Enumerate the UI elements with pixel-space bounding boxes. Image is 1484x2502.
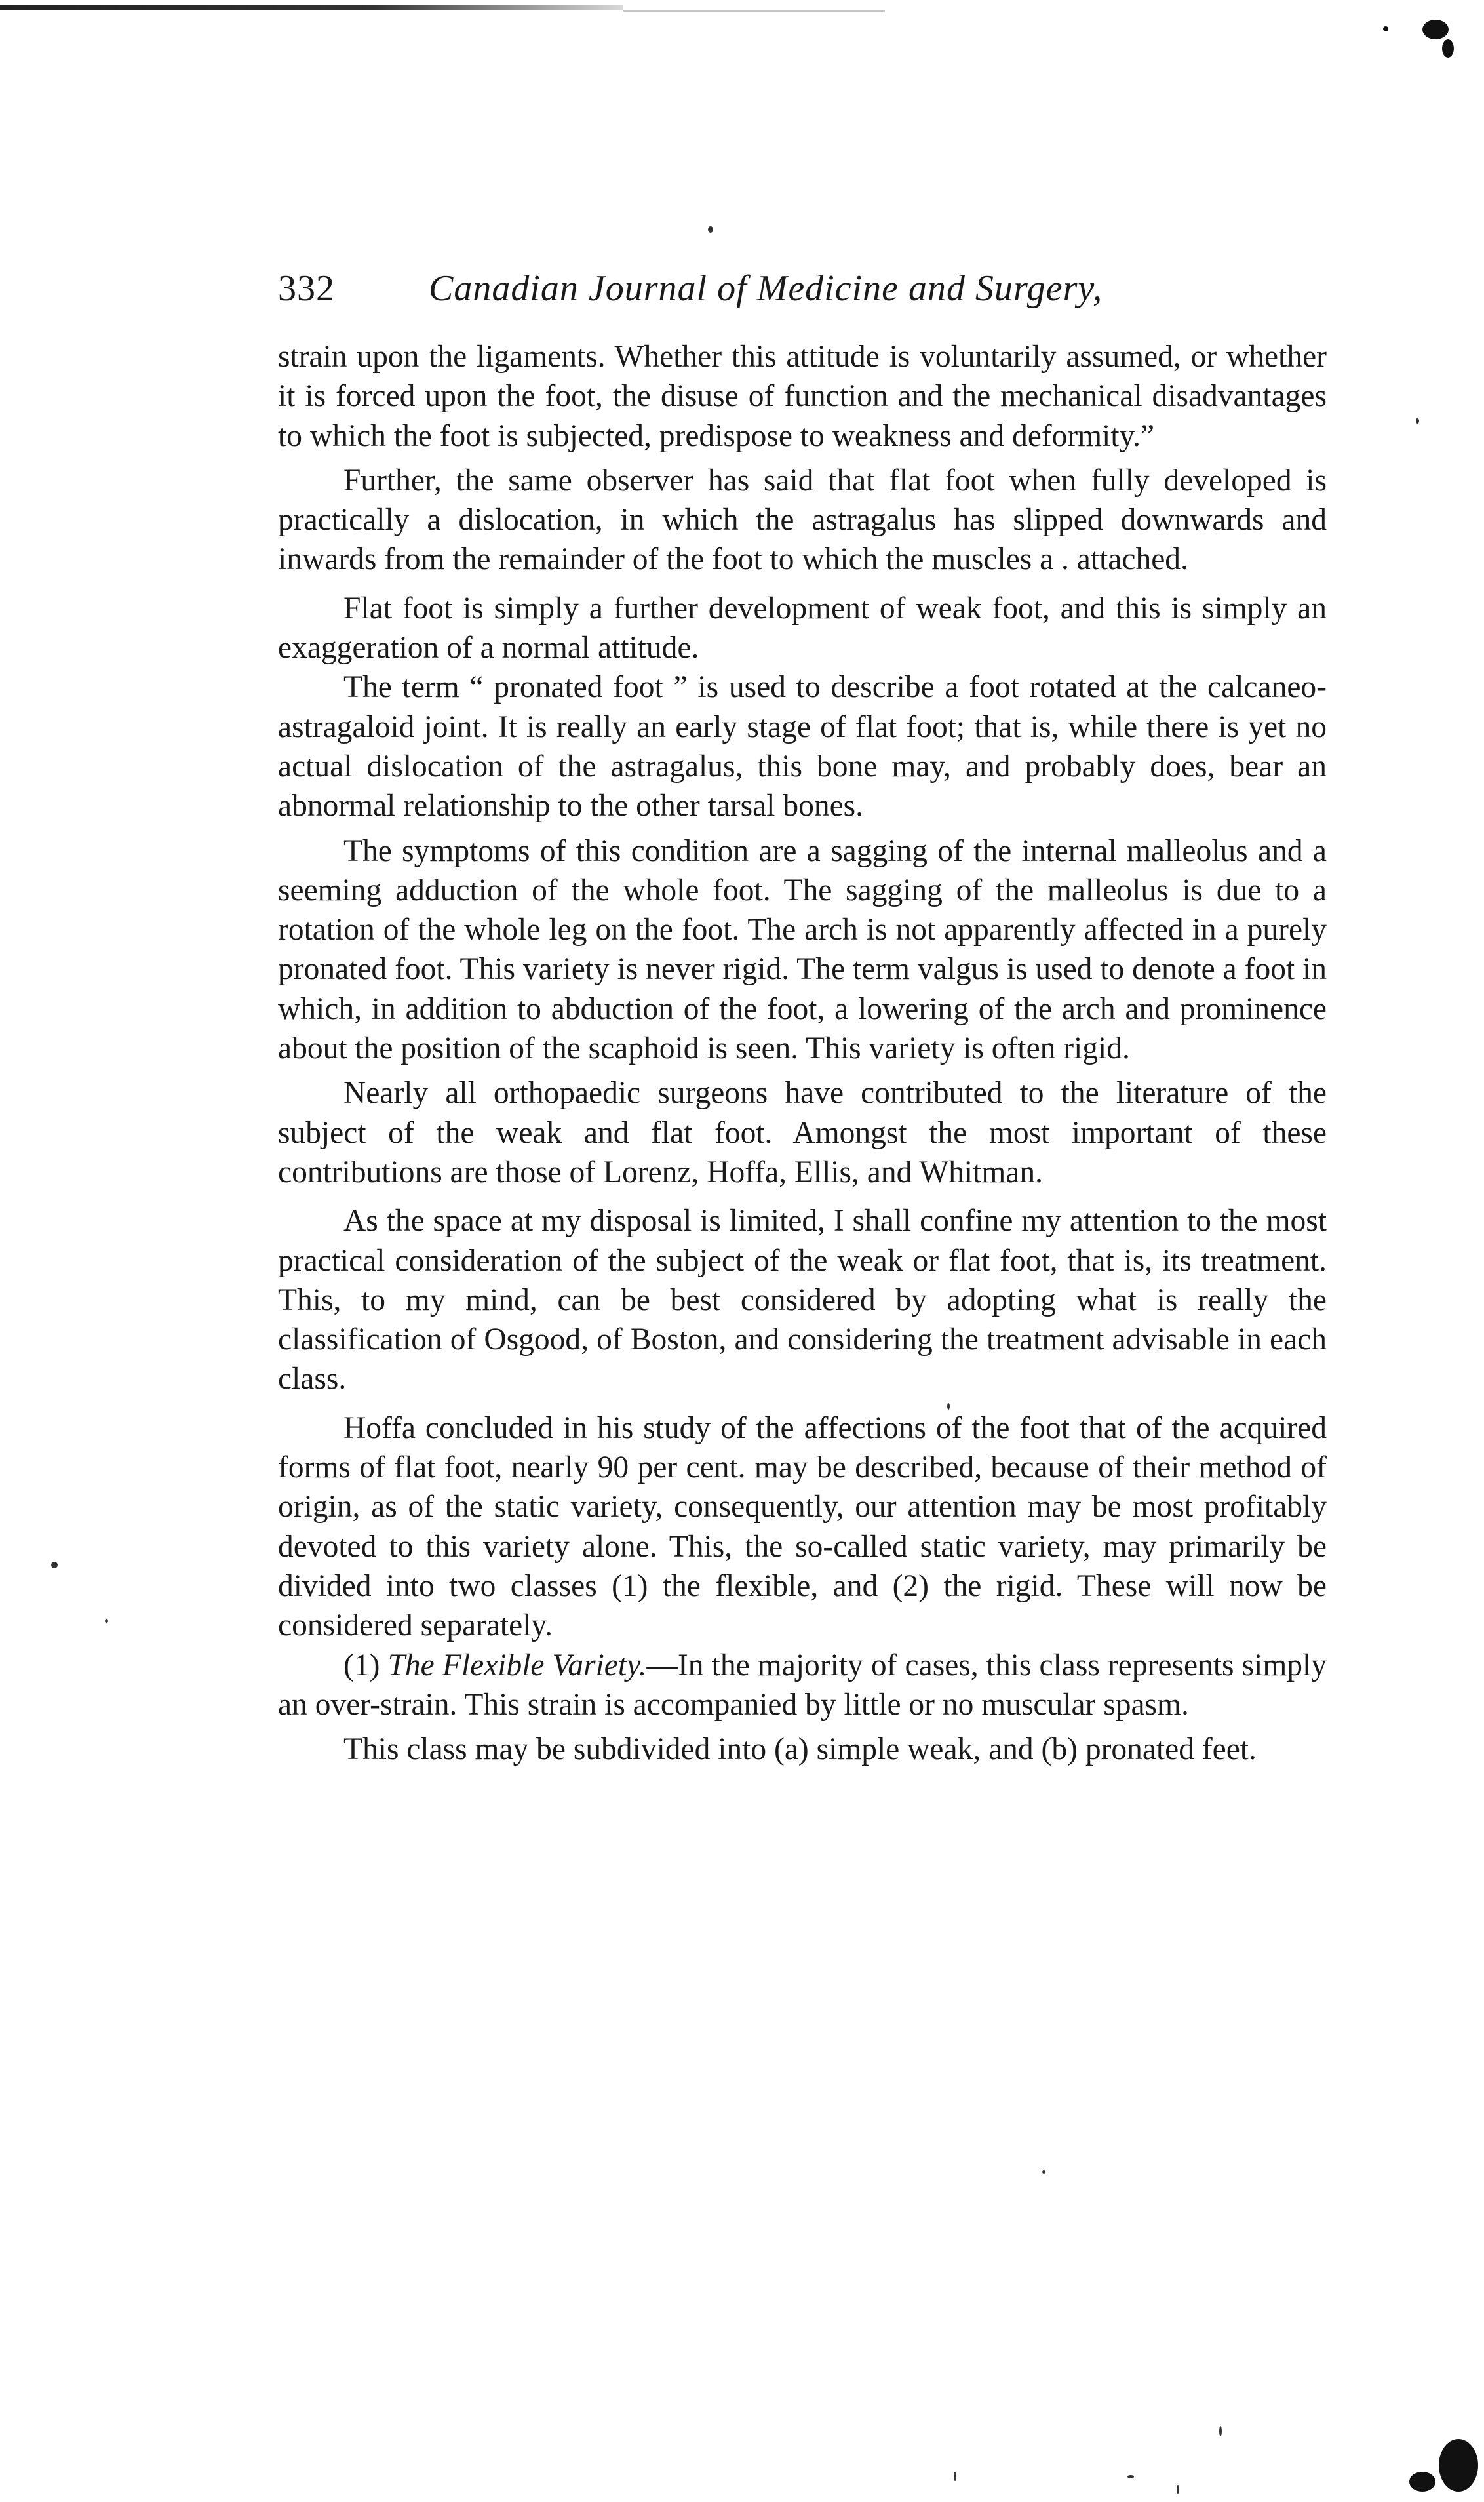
scan-speck: [51, 1562, 58, 1568]
scan-speck: [1416, 418, 1419, 424]
paragraph: As the space at my disposal is limited, I shall confine my attention to the most practical consideration of the subject of the weak or flat foot, that is, its treatment. This, to my mind, can be best considered by adopting what is really the classification of Osgood, of Boston, and considering the treatment advisable in each class.: [278, 1204, 1327, 1397]
scan-speck: [1409, 2472, 1435, 2492]
scan-speck: [105, 1619, 108, 1623]
scan-speck: [1422, 20, 1449, 39]
page-number: 332: [278, 268, 335, 309]
scan-speck: [1219, 2426, 1222, 2436]
paragraph: Hoffa concluded in his study of the affections of the foot that of the acquired forms of flat foot, nearly 90 per cent. may be described, because of their method of origin, as of the static variety, consequently, our attention may be most profitably devoted to this variety alone. This, the so-called static variety, may primarily be divided into two classes (1) the flexible, and (2) the rigid. These will now be considered separately.: [278, 1410, 1327, 1643]
paragraph-flexible-variety: [278, 1646, 1327, 1725]
scan-speck: [1439, 2439, 1478, 2492]
paragraph: strain upon the ligaments. Whether this attitude is voluntarily assumed, or whether it is forced upon the foot, the disuse of function and the mechanical disadvantages to which the foot is subjected, predispose to weakness and deformity.”: [278, 340, 1327, 453]
paragraph: Further, the same observer has said that flat foot when fully developed is practically a dislocation, in which the astragalus has slipped downwards and inwards from the remainder of the foot to which the muscles a . attached.: [278, 463, 1327, 577]
scan-speck: [1442, 39, 1454, 58]
paragraph: This class may be subdivided into (a) simple weak, and (b) pronated feet.: [343, 1732, 1257, 1767]
scan-speck: [1177, 2485, 1179, 2494]
scan-speck: [1042, 2170, 1045, 2174]
top-edge-rule-faint: [623, 10, 885, 12]
running-title: Canadian Journal of Medicine and Surgery,: [429, 268, 1103, 309]
paragraph-lead: (1): [343, 1648, 388, 1682]
scan-speck: [1383, 26, 1388, 31]
paragraph-rest: —In the majority of cases, this class represents simply an over-strain. This strain is accompanied by little or no muscular spasm.: [278, 1648, 1327, 1722]
scan-speck: [1127, 2475, 1134, 2478]
paragraph: The term “ pronated foot ” is used to describe a foot rotated at the calcaneo-astragaloid joint. It is really an early stage of flat foot; that is, while there is yet no actual dislocation of the astragalus, this bone may, and probably does, bear an abnormal relationship to the other tarsal bones.: [278, 670, 1327, 824]
paragraph: The symptoms of this condition are a sagging of the internal malleolus and a seeming adduction of the whole foot. The sagging of the malleolus is due to a rotation of the whole leg on the foot. The arch is not apparently affected in a purely pronated foot. This variety is never rigid. The term valgus is used to denote a foot in which, in addition to abduction of the foot, a lowering of the arch and prominence about the position of the scaphoid is seen. This variety is often rigid.: [278, 833, 1327, 1066]
section-heading: The Flexible Variety.: [387, 1648, 647, 1682]
paragraph: Flat foot is simply a further development of weak foot, and this is simply an exaggeration of a normal attitude.: [278, 591, 1327, 665]
scan-speck: [708, 226, 713, 233]
top-edge-rule: [0, 5, 623, 10]
article-body: [278, 337, 1327, 1769]
scan-speck: [954, 2472, 956, 2481]
paragraph: Nearly all orthopaedic surgeons have contributed to the literature of the subject of the weak and flat foot. Amongst the most important of these contributions are those of Lorenz, Hoffa, Ellis, and Whitman.: [278, 1076, 1327, 1189]
running-header: [278, 262, 1327, 315]
